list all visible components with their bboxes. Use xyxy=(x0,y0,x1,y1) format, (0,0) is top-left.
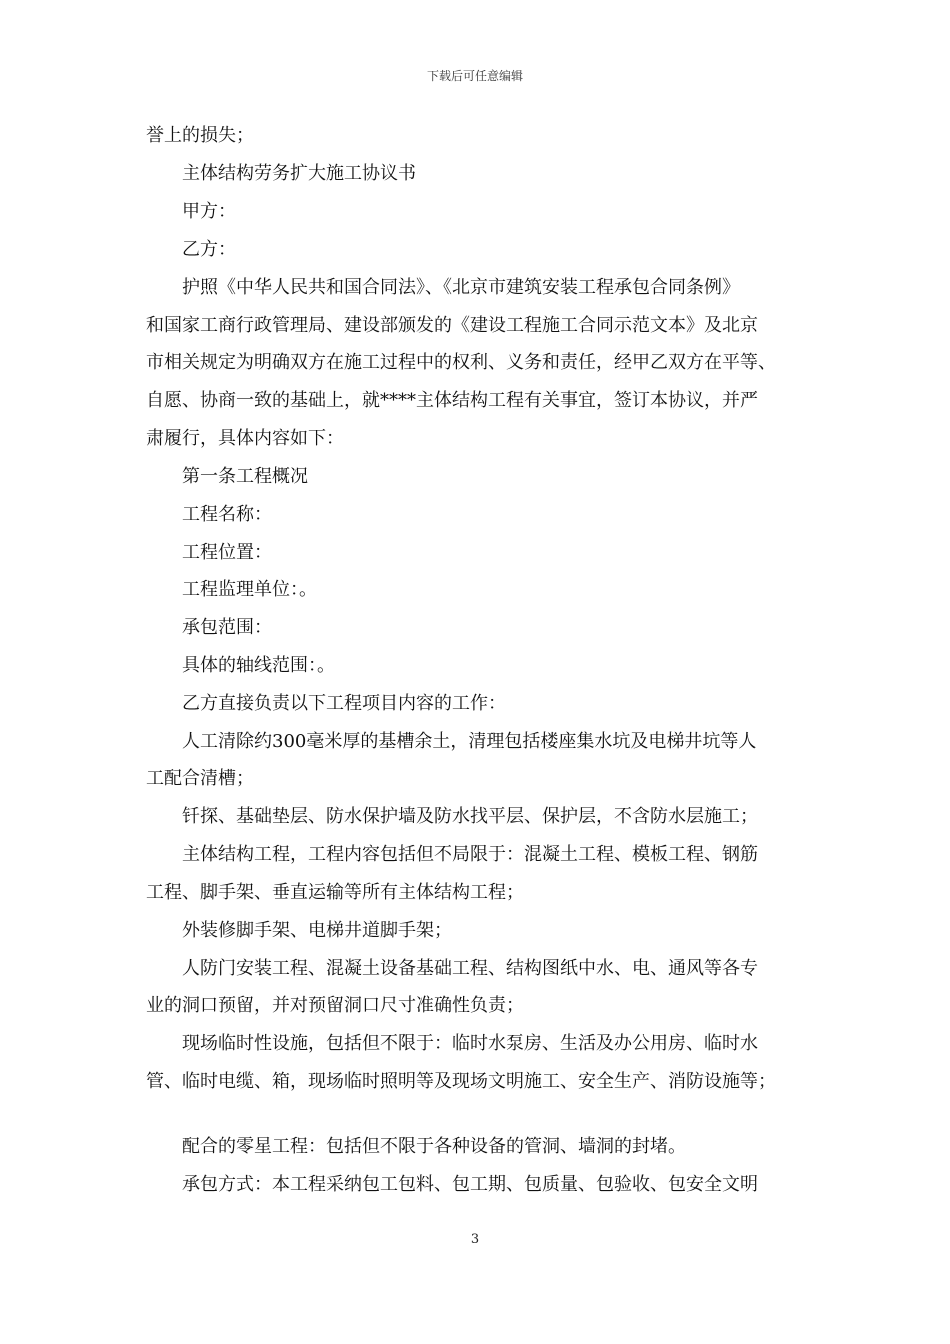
text-line: 业的洞口预留，并对预留洞口尺寸准确性负责； xyxy=(146,995,524,1016)
text-line: 现场临时性设施，包括但不限于：临时水泵房、生活及办公用房、临时水 xyxy=(182,1033,758,1054)
text-line: 工程位置： xyxy=(182,542,272,563)
text-line: 第一条工程概况 xyxy=(182,466,308,487)
text-line: 工程、脚手架、垂直运输等所有主体结构工程； xyxy=(146,882,524,903)
text-line: 配合的零星工程：包括但不限于各种设备的管洞、墙洞的封堵。 xyxy=(182,1136,686,1157)
text-line: 人工清除约300毫米厚的基槽余土，清理包括楼座集水坑及电梯井坑等人 xyxy=(182,731,757,752)
text-line: 乙方： xyxy=(182,239,236,260)
page-number: 3 xyxy=(470,1232,480,1247)
text-line: 人防门安装工程、混凝土设备基础工程、结构图纸中水、电、通风等各专 xyxy=(182,958,758,979)
text-line: 工配合清槽； xyxy=(146,768,254,789)
text-line: 工程监理单位：。 xyxy=(182,579,317,600)
text-line: 外装修脚手架、电梯井道脚手架； xyxy=(182,920,452,941)
text-line: 肃履行，具体内容如下： xyxy=(146,428,344,449)
text-line: 和国家工商行政管理局、建设部颁发的《建设工程施工合同示范文本》及北京 xyxy=(146,315,758,336)
text-line: 誉上的损失； xyxy=(146,125,254,146)
text-line: 工程名称： xyxy=(182,504,272,525)
text-line: 自愿、协商一致的基础上，就****主体结构工程有关事宜，签订本协议，并严 xyxy=(146,390,758,411)
text-line: 承包方式：本工程采纳包工包料、包工期、包质量、包验收、包安全文明 xyxy=(182,1174,758,1195)
text-line: 甲方： xyxy=(182,201,236,222)
text-line: 管、临时电缆、箱，现场临时照明等及现场文明施工、安全生产、消防设施等； xyxy=(146,1071,776,1092)
text-line: 市相关规定为明确双方在施工过程中的权利、义务和责任，经甲乙双方在平等、 xyxy=(146,352,776,373)
text-line: 主体结构工程，工程内容包括但不局限于：混凝土工程、模板工程、钢筋 xyxy=(182,844,758,865)
text-line: 具体的轴线范围：。 xyxy=(182,655,335,676)
page-header: 下载后可任意编辑 xyxy=(426,69,523,83)
text-line: 钎探、基础垫层、防水保护墙及防水找平层、保护层，不含防水层施工； xyxy=(182,806,758,827)
text-line: 承包范围： xyxy=(182,617,272,638)
text-line: 护照《中华人民共和国合同法》、《北京市建筑安装工程承包合同条例》 xyxy=(182,277,740,298)
text-line: 主体结构劳务扩大施工协议书 xyxy=(182,163,416,184)
text-line: 乙方直接负责以下工程项目内容的工作： xyxy=(182,693,506,714)
